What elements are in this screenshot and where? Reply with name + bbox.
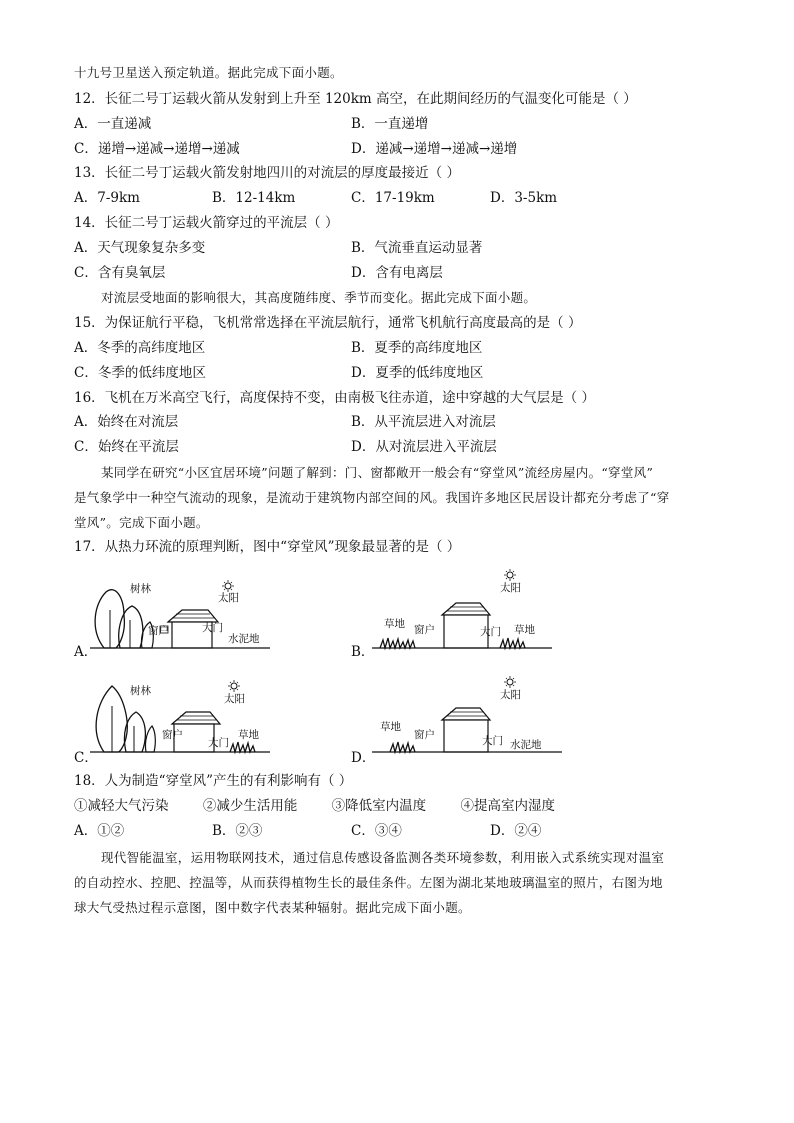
roof-icon	[168, 610, 218, 622]
intro-text: 十九号卫星送入预定轨道。据此完成下面小题。	[74, 65, 343, 80]
door-label: 大门	[480, 626, 501, 638]
q14-option-d: D．含有电离层	[351, 265, 443, 281]
q18-option-c: C．③④	[351, 823, 402, 839]
sun-label: 太阳	[218, 592, 239, 604]
grass-label: 草地	[380, 721, 401, 733]
q13-option-c: C．17-19km	[351, 190, 435, 206]
q17-option-c-label: C．	[74, 750, 98, 766]
q16-option-d: D．从对流层进入平流层	[351, 439, 497, 455]
q18-items: ①减轻大气污染 ②减少生活用能 ③降低室内温度 ④提高室内湿度	[74, 798, 555, 814]
q13-option-b: B．12-14km	[212, 190, 296, 206]
trees-label: 树林	[130, 685, 151, 697]
intro-text-3-line2: 是气象学中一种空气流动的现象，是流动于建筑物内部空间的风。我国许多地区民居设计都充分考虑了“穿	[74, 490, 670, 505]
intro-text-2: 对流层受地面的影响很大，其高度随纬度、季节而变化。据此完成下面小题。	[101, 290, 537, 305]
q14-option-b: B．气流垂直运动显著	[351, 240, 483, 256]
q18-option-a: A．①②	[74, 823, 125, 839]
q12-option-c: C．递增→递减→递增→递减	[74, 141, 240, 157]
window-label: 窗户	[148, 625, 169, 637]
q15-option-c: C．冬季的低纬度地区	[74, 365, 206, 381]
question-16-stem: 16．飞机在万米高空飞行，高度保持不变，由南极飞往赤道，途中穿越的大气层是（ ）	[74, 390, 595, 406]
window-label: 窗户	[414, 624, 435, 636]
roof-icon	[442, 708, 490, 720]
q12-option-a: A．一直递减	[74, 116, 152, 132]
q15-option-b: B．夏季的高纬度地区	[351, 340, 483, 356]
q15-option-d: D．夏季的低纬度地区	[351, 365, 484, 381]
door-label: 大门	[482, 735, 503, 747]
figure-c-trees-grass	[90, 672, 270, 764]
cement-label: 水泥地	[228, 633, 260, 645]
intro-text-3-line1: 某同学在研究“小区宜居环境”问题了解到：门、窗都敞开一般会有“穿堂风”流经房屋内。“穿堂风”	[101, 465, 654, 480]
grass-label-right: 草地	[514, 624, 535, 636]
door-label: 大门	[208, 737, 229, 749]
intro-text-4-line3: 球大气受热过程示意图，图中数字代表某种辐射。据此完成下面小题。	[74, 900, 471, 915]
grass-icon	[230, 742, 255, 752]
q17-option-d-label: D．	[351, 750, 376, 766]
window-label: 窗户	[414, 729, 435, 741]
question-13-stem: 13．长征二号丁运载火箭发射地四川的对流层的厚度最接近（ ）	[74, 165, 460, 181]
figure-b-grass-grass	[372, 565, 552, 660]
roof-icon	[442, 603, 490, 615]
q15-option-a: A．冬季的高纬度地区	[74, 340, 206, 356]
sun-label: 太阳	[224, 693, 245, 705]
q14-option-c: C．含有臭氧层	[74, 265, 166, 281]
q17-option-a-label: A．	[74, 644, 98, 660]
question-15-stem: 15．为保证航行平稳，飞机常常选择在平流层航行，通常飞机航行高度最高的是（ ）	[74, 315, 582, 331]
q18-option-b: B．②③	[212, 823, 263, 839]
tree-icon	[145, 726, 155, 752]
grass-label: 草地	[238, 729, 259, 741]
cement-label: 水泥地	[510, 739, 542, 751]
question-18-stem: 18．人为制造“穿堂风”产生的有利影响有（ ）	[74, 773, 353, 789]
sun-icon	[231, 683, 237, 689]
grass-label-left: 草地	[384, 618, 405, 630]
q14-option-a: A．天气现象复杂多变	[74, 240, 206, 256]
q12-option-b: B．一直递增	[351, 116, 429, 132]
grass-icon	[380, 638, 415, 648]
sun-icon	[507, 679, 513, 685]
intro-text-4-line2: 的自动控水、控肥、控温等，从而获得植物生长的最佳条件。左图为湖北某地玻璃温室的照片，右图为地	[74, 875, 663, 890]
figure-d-grass-cement	[372, 672, 562, 764]
q16-option-b: B．从平流层进入对流层	[351, 414, 496, 430]
sun-label: 太阳	[500, 689, 521, 701]
intro-text-4-line1: 现代智能温室，运用物联网技术，通过信息传感设备监测各类环境参数，利用嵌入式系统实现对温室	[101, 850, 665, 865]
trees-label: 树林	[130, 583, 151, 595]
q16-option-a: A．始终在对流层	[74, 414, 179, 430]
intro-text-3-line3: 堂风”。完成下面小题。	[74, 515, 209, 530]
q16-option-c: C．始终在平流层	[74, 439, 179, 455]
q12-option-d: D．递减→递增→递减→递增	[351, 141, 518, 157]
window-label: 窗户	[162, 729, 183, 741]
q13-option-d: D．3-5km	[490, 190, 558, 206]
door-label: 大门	[202, 622, 223, 634]
q17-option-b-label: B．	[351, 644, 375, 660]
grass-icon	[500, 638, 525, 648]
figure-a-trees-cement	[90, 570, 270, 660]
roof-icon	[172, 712, 220, 724]
question-17-stem: 17．从热力环流的原理判断，图中“穿堂风”现象最显著的是（ ）	[74, 539, 461, 555]
question-14-stem: 14．长征二号丁运载火箭穿过的平流层（ ）	[74, 215, 339, 231]
q18-option-d: D．②④	[490, 823, 542, 839]
sun-icon	[225, 583, 231, 589]
sun-icon	[507, 572, 513, 578]
tree-icon	[119, 606, 143, 648]
sun-label: 太阳	[500, 582, 521, 594]
q13-option-a: A．7-9km	[74, 190, 140, 206]
grass-icon	[390, 742, 415, 752]
question-12-stem: 12．长征二号丁运载火箭从发射到上升至 120km 高空，在此期间经历的气温变化可能是（ ）	[74, 91, 637, 107]
